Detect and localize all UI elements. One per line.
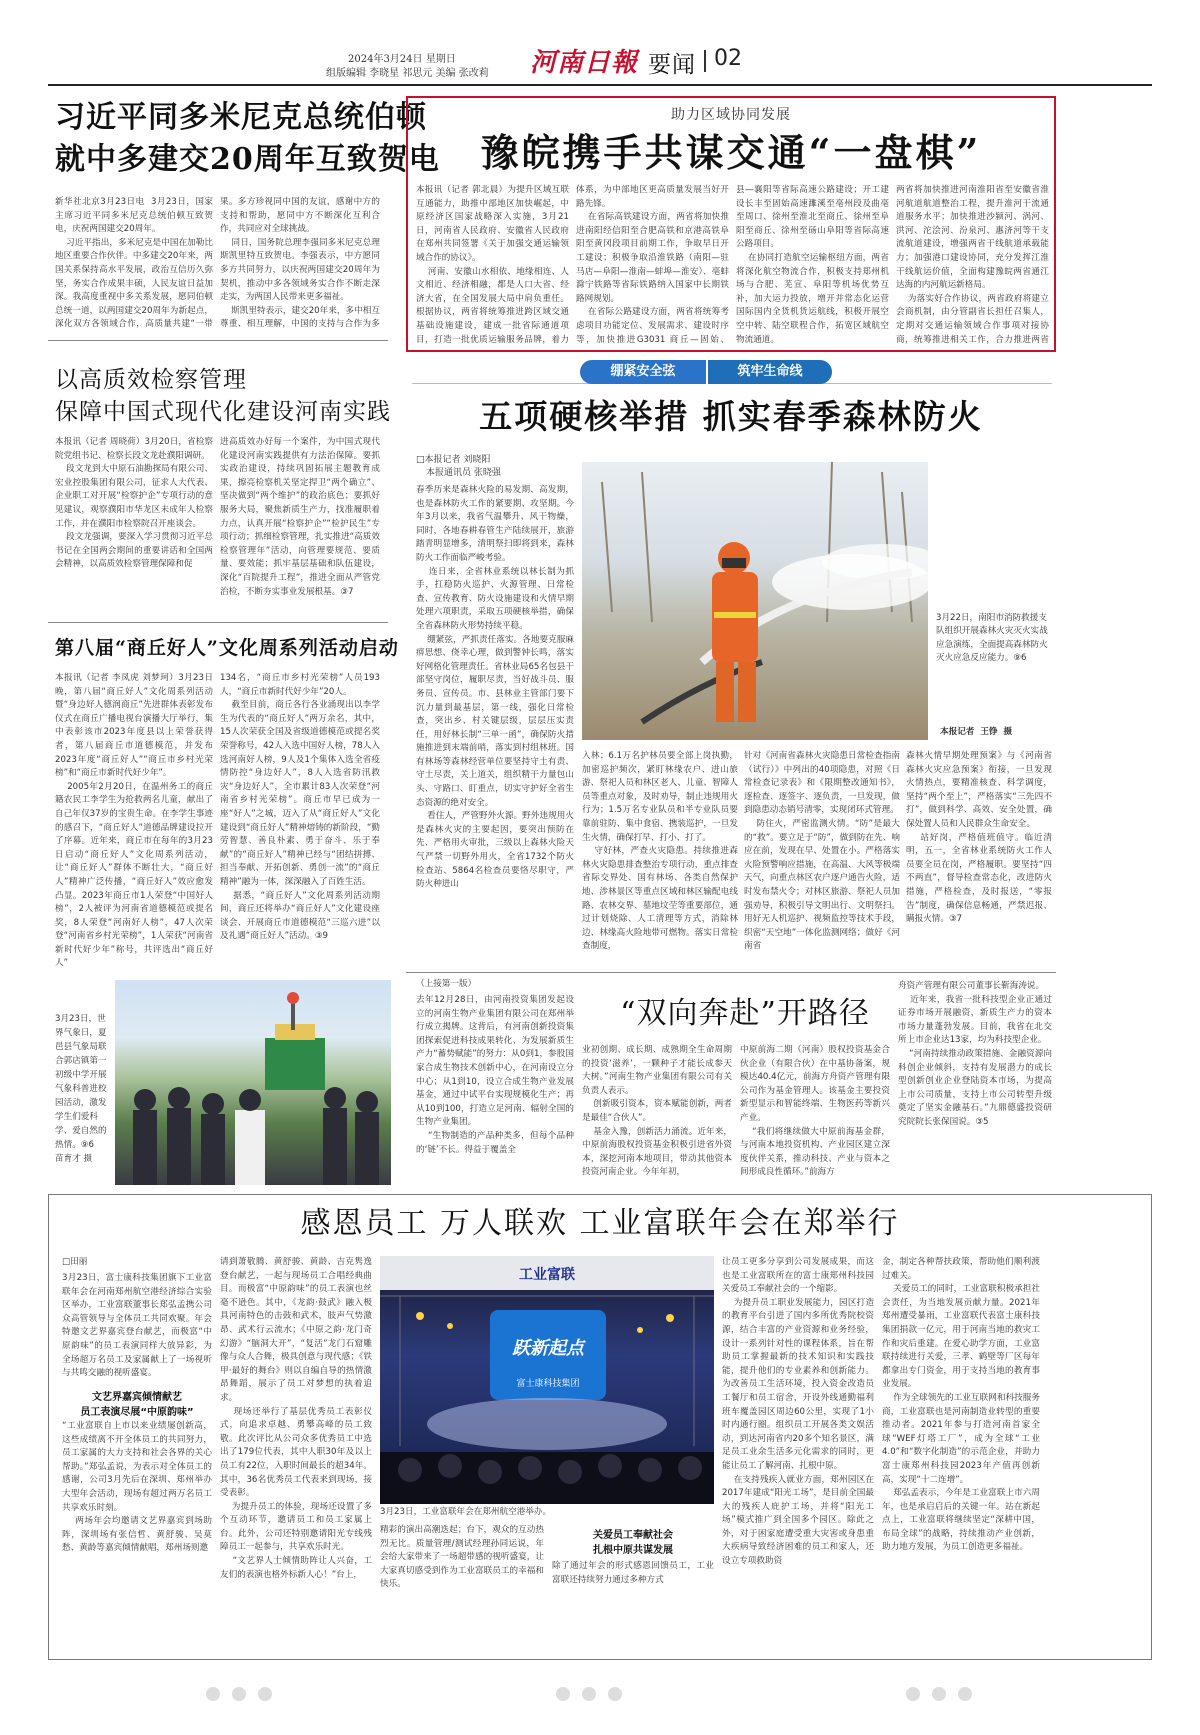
article7-col4: 让员工更多分享到公司发展成果，而这也是工业富联所在的富士康郑州科技园关爱员工奉献社会的一个缩影。 为提升员工职业发展能力，园区打造的教育平台引进了国内多所优秀院校资源，结合丰富的产业资源和业务经验，设计一系列针对性的课程体系，旨在帮助员工掌握最新的技术知识和实践技能，提升他们的专业素养和创新能力。为改善员工生活环境，投入资金改造员工餐厅和员工宿舍，开设外线通勤福利班车覆盖园区周边60公里，实现了1小时内通行圈。组织员工开展各类文娱活动，到达河南省内20多个知名景区，满足员工业余生活多元化需求的同时，更能让员工了解河南、扎根中原。 在支持残疾人就业方面，郑州园区在2017年建成“阳光工场”，是目前全国最大的残疾人庇护工场，并将“阳光工场”模式推广到全国多个园区。除此之外，对于困家庭遭受重大灾害或身患重大疾病导致经济困难的员工和家人，还设立专项救助资: [722, 1257, 874, 1567]
pager-dot[interactable]: [932, 1687, 946, 1701]
article6-continued: （上接第一版）: [416, 979, 477, 989]
article2-col1: 本报讯（记者 郭北晨）为提升区域互联互通能力，助推中部地区加快崛起，中原经济区国家战略深入实施，3月21日，河南省人民政府、安徽省人民政府在郑州共同签署《关于加强交通运输领域合作的协议》。 河南、安徽山水相依、地缘相连、人文相近、经济相融，都是人口大省、经济大省，在全国发展大局中肩负重任。根据协议，两省将统筹推进跨区域交通基础设施建设，建成一批省际通道项目，打造一批优质运输服务品牌，着力: [416, 185, 569, 345]
article1-headline-line1: 习近平同多米尼克总统伯顿: [55, 100, 427, 135]
page-pager-center[interactable]: [550, 1686, 628, 1705]
article3-headline-line2: 保障中国式现代化建设河南实践: [55, 399, 391, 425]
page-header: [48, 36, 1152, 84]
pager-dot[interactable]: [258, 1687, 272, 1701]
page-pager-left[interactable]: [200, 1686, 278, 1705]
article2-col2: 体系，为中部地区更高质量发展当好开路先锋。 在省际高铁建设方面，两省将加快推进南阳经信阳至合肥高铁和京港高铁阜阳至黄冈段项目前期工作，争取早日开工建设；积极争取沿淮铁路（南阳—驻马店—阜阳—淮南—蚌埠—淮安）、亳蚌滁宁铁路等省际铁路纳入国家中长期铁路网规划。 在省际公路建设方面，两省将统筹考虑项目功能定位、发展需求、建设时序等，加快推进G3031 商丘—固始、: [576, 185, 729, 345]
editor-credits: 组版编辑 李晓星 祁思元 美编 张改莉: [326, 68, 489, 79]
article1-headline-line2: 就中多建交20周年互致贺电: [55, 142, 440, 177]
article3-bottom-rule: [48, 622, 388, 623]
pager-dot[interactable]: [582, 1687, 596, 1701]
article7-subhead1-line1: 文艺界嘉宾倾情献艺: [92, 1392, 182, 1403]
article6-headline: “双向奔赴”开路径: [620, 996, 870, 1031]
article7-col3a: 精彩的演出高潮迭起；台下，观众的互动热烈无比。质量管理/测试经理孙同运说，年会给大家带来了一场超带感的视听盛宴，让大家真切感受到作为工业富联员工的幸福和快乐。: [380, 1525, 544, 1590]
article5-col1: 春季历来是森林火险的易发期、高发期，也是森林防火工作的紧要期、攻坚期。今年3月以来，我省气温攀升、风干物燥，同时，各地春耕春管生产陆续展开，旅游踏青明显增多，清明祭扫即将到来，森林防火工作面临严峻考验。 连日来，全省林业系统以林长制为抓手，扛稳防火巡护、火源管理、日常检查、宣传教育、防火设施建设和火情早期处理六项职责，采取五项硬核举措，确保全省森林防火形势持续平稳。 绷紧弦，严抓责任落实。各地要克服麻痹思想、侥幸心理，做到警钟长鸣，落实好网格化管理责任。省林业局65名包县干部坚守岗位，履职尽责，当好战斗员、服务员、宣传员。市、县林业主管部门要下沉力量到最基层，第一线，强化日常检查，突出乡、村关键层级，层层压实责任，用好林长制“三单一函”，确保防火措施推进到末端前哨，落实到村组林班。国有林场等森林经营单位要坚持守土有责、守土尽责，关上道关，组织精干力量包山头、守路口、盯重点，切实守护好全省生态资源的绝对安全。 看住人，严管野外火源。野外违规用火是森林火灾的主要起因，要突出预防在先、严格用火审批，三级以上森林火险天气严禁一切野外用火，全省1732个防火检查站、5864名检查员要恪尽职守，严防火种进山: [416, 485, 574, 890]
pager-dot[interactable]: [556, 1687, 570, 1701]
article3-headline-line1: 以高质效检察管理: [55, 367, 247, 393]
article7-subhead1-line2: 员工表演尽展“中原韵味”: [80, 1407, 194, 1418]
fire-drill-photo: [582, 462, 928, 740]
tag-safety: 绷紧安全弦: [580, 360, 706, 384]
article2-headline: 豫皖携手共谋交通“一盘棋”: [480, 130, 982, 175]
article7-subhead2-line2: 扎根中原共谋发展: [593, 1545, 673, 1556]
article4-col2: 134名，“商丘市乡村光荣榜”人员193人，“商丘市新时代好少年”20人。 截至目前，商丘各行各业涌现出以李学生为代表的“商丘好人”两万余名，其中，15人次荣获全国及省级道德模范或提名奖荣誉称号，42人入选中国好人榜，78人入选河南好人榜，9人及1个集体入选全省疫情防控“身边好人”，8人入选省防汛救灾“身边好人”，全市累计83人次荣登“河南省乡村光荣榜”。商丘市早已成为一座“好人”之城，迈入了从“商丘好人”文化建设到“商丘好人”精神熔铸的新阶段，“勤劳智慧、善良朴素、勇于奋斗、乐于奉献”的“商丘好人”精神已经与“团结拼搏、担当奉献、开拓创新、勇创一流”的“商丘精神”融为一体，深深融入了百姓生活。 据悉，“商丘好人”文化周系列活动期间，商丘还将举办“商丘好人”文化建设座谈会、开展商丘市道德模范“三巡六进”以及礼遇“商丘好人”活动。③9: [220, 673, 380, 942]
newspaper-logo: 河南日報: [530, 48, 639, 78]
article7-headline: 感恩员工 万人联欢 工业富联年会在郑举行: [300, 1206, 900, 1241]
pager-dot[interactable]: [958, 1687, 972, 1701]
article7-col1b: “工业富联自上市以来业绩屡创新高，这些成绩离不开全体员工的共同努力，员工家属的大力支持和社会各界的关心帮助。”郑弘孟说，为表示对全体员工的感谢，公司3月先后在深圳、郑州举办大型年会活动，现场有超过两万名员工共享欢乐时刻。 两场年会均邀请文艺界嘉宾到场助阵，深圳场有张信哲、黄舒骏、吴莫愁、黄龄等嘉宾倾情献唱，郑州场则邀: [62, 1421, 212, 1554]
article6-col2: 业初创期、成长期、成熟期全生命周期的投资‘滋养’，一颗种子才能长成参天大树。”河南生物产业集团有限公司有关负责人表示。 创新吸引资本，资本赋能创新，两者是最佳“合伙人”。 基金入豫，创新活力涌流。近年来，中原前海股权投资基金积极引进省外资本，深挖河南本地项目，带动其他资本投资河南企业。今年年初，: [582, 1045, 732, 1178]
gala-company-text: 富士康科技集团: [516, 1379, 580, 1389]
article2-kicker: 助力区域协同发展: [671, 107, 791, 123]
article4-col1: 本报讯（记者 李凤虎 刘梦珂）3月23日晚，第八届“商丘好人”文化周系列活动暨“身边好人德润商丘”先进群体表彰发布仪式在商丘广播电视台演播大厅举行，集中表彰该市2023年度县以上荣誉获得者，第八届商丘市道德模范，并发布2023年度“商丘好人”“商丘市乡村光荣榜”和“商丘市新时代好少年”。 2005年2月20日，在温州务工的商丘籍农民工李学生为抢救两名儿童，献出了自己年仅37岁的宝贵生命。在李学生事迹的感召下，“商丘好人”道德品牌建设拉开了序幕。近年来，商丘市在每年的3月23日启动“商丘好人”文化周系列活动，让“商丘好人”群体不断壮大，“商丘好人”精神广泛传播，“商丘好人”效应愈发凸显。2023年商丘市1人荣登“中国好人榜”，2人被评为河南省道德模范或提名奖，8人荣登“河南好人榜”，47人次荣登“河南省乡村光荣榜”，1人荣获“河南省新时代好少年”称号，共评选出“商丘好人”: [55, 673, 213, 969]
article7-byline: □田丽: [62, 1257, 88, 1267]
article2-col3: 县—襄阳等省际高速公路建设；开工建设长丰至固始高速濉溪至亳州段及曲亳至周口、徐州至淮北至商丘、徐州至阜阳至商丘、徐州至砀山阜阳等省际高速公路项目。 在协同打造航空运输枢纽方面，两省将深化航空物流合作，积极支持郑州机场与合肥、芜宣、阜阳等机场优势互补，加大运力投放，增开并常态化运营国际国内全货机货运航线，积极开展空空中转、陆空联程合作，拓宽区域航空物流通道。: [736, 185, 889, 345]
section-name: 要闻: [648, 52, 696, 78]
article5-headline: 五项硬核举措 抓实春季森林防火: [479, 397, 983, 436]
gala-brand-text: 工业富联: [519, 1267, 575, 1283]
article3-col2: 进高质效办好每一个案件，为中国式现代化建设河南实践提供有力法治保障。要抓实政治建设，持续巩固拓展主题教育成果，擦亮检察机关坚定捍卫“两个确立”、坚决做到“两个维护”的政治底色；要抓好服务大局，聚焦新质生产力，找准履职着力点，认真开展“检察护企”“检护民生”专项行动；抓细检察管理，扎实推进“高质效检察管理年”活动，向管理要规范、要质量、要效能；抓牢基层基础和队伍建设，深化“百院提升工程”，推进全面从严管党治检，不断夯实事业发展根基。③7: [220, 437, 380, 597]
fire-drill-photo-caption: 3月22日，南阳市消防救援支队组织开展森林火灾灭火实战应急演练，全面提高森林防火灭火应急反应能力。⑨6: [936, 613, 1048, 664]
article5-col4: 森林火情早期处理预案》与《河南省森林火灾应急预案》衔接，一旦发现火情热点，要精准核查、科学调度，坚持“两个至上”，严格落实“三先四不打”，做到科学、高效、安全处置，确保处置人员和人民群众生命安全。 站好岗，严格值班值守。临近清明，五一，全省林业系统防火工作人员要全员在岗，严格履职。要坚持“四不两直”，督导检查常态化，改进防火措施，严格检查，及时报送，“零报告”制度，确保信息畅通，严禁迟报、瞒报火情。③7: [906, 751, 1052, 925]
article1-col1: 新华社北京3月23日电 3月23日，国家主席习近平同多米尼克总统伯顿互致贺电，庆祝两国建交20周年。 习近平指出，多米尼克是中国在加勒比地区重要合作伙伴。中多建交20年来，两国关系保持高水平发展，政治互信历久弥坚，务实合作成果丰硕，人民友谊日益加深。我高度重视中多关系发展，愿同伯顿总统一道，以两国建交20周年为新起点，深化双方各领域合作，高质量共建“一带: [55, 197, 213, 330]
article3-col1: 本报讯（记者 周晓荷）3月20日，省检察院党组书记、检察长段文龙赴濮阳调研。 段文龙到大中原石油勘探局有限公司、宏业控股集团有限公司，征求人大代表、企业职工对开展“检察护企”专项行动的意见建议，观察濮阳市华龙区未成年人检察工作，并在濮阳市检察院召开座谈会。 段文龙强调，要深入学习贯彻习近平总书记在全国两会期间的重要讲话和全国两会精神，以高质效检察管理保障和促: [55, 437, 213, 570]
article7-subhead2-line1: 关爱员工奉献社会: [593, 1530, 673, 1541]
pager-dot[interactable]: [906, 1687, 920, 1701]
tag-life: 筑牢生命线: [706, 360, 832, 384]
annual-gala-photo-caption: 3月23日，工业富联年会在郑州航空港举办。: [380, 1507, 552, 1517]
article7-col3b: 除了通过年会的形式感恩回馈员工，工业富联还持续努力通过多种方式: [552, 1561, 714, 1585]
masthead-rule: [48, 84, 1152, 86]
fire-drill-photo-art: [582, 462, 928, 740]
gala-main-text: 跃新起点: [512, 1338, 584, 1359]
article5-bottom-rule: [406, 972, 1056, 973]
weather-day-photo-art: [115, 980, 391, 1185]
article6-col3: 中原前海二期（河南）股权投资基金合伙企业（有限合伙）在中基协备案，规模达40.4亿元，前海方舟资产管理有限公司作为基金管理人。该基金主要投资新型显示和智能终端、生物医药等新兴产业。 “我们将继续做大中原前海基金群，与河南本地投资机构、产业园区建立深度伙伴关系，推动科技、产业与资本之间形成良性循环。”前海方: [740, 1045, 890, 1178]
annual-gala-photo: [380, 1256, 714, 1504]
pager-dot[interactable]: [206, 1687, 220, 1701]
article5-byline1: □本报记者 刘晓阳: [416, 455, 491, 465]
article5-byline2: 本报通讯员 张晓强: [426, 468, 501, 478]
weather-day-photo: [115, 980, 391, 1185]
article6-col1: 去年12月28日，由河南投资集团发起设立的河南生物产业集团有限公司在郑州举行成立揭牌。这背后，有河南创新投资集团探索促进科技成果转化、为发展新质生产力“蓄势赋能”的努力：从0到1，参股国家合成生物技术创新中心，在河南设立分中心；从1到10，设立合成生物产业发展基金，通过中试平台实现规模化生产；再从10到100，打造立足河南、辐射全国的生物产业集团。 “生物制造的产品种类多，但每个品种的‘链’不长。得益于覆盖全: [416, 995, 574, 1155]
page-pager-right[interactable]: [900, 1686, 978, 1705]
pager-dot[interactable]: [608, 1687, 622, 1701]
article1-bottom-rule: [48, 340, 388, 341]
article6-col4: 舟资产管理有限公司董事长靳海涛说。 近年来，我省一批科技型企业正通过证券市场开展融资，新质生产力的资本市场力量蓬勃发展。目前，我省在北交所上市企业达13家，均为科技型企业。 “河南持续推动政策措施、金融资源向科创企业倾斜，支持有发展潜力的成长型创新创业企业登陆资本市场，为提高上市公司质量，支持上市公司转型升级奠定了坚实金融基石。”九鼎德盛投资研究院院长张保国说。③5: [898, 981, 1052, 1127]
issue-date: 2024年3月24日 星期日: [348, 54, 456, 65]
fire-drill-photo-credit: 本报记者 王铮 摄: [940, 727, 1013, 737]
section-divider: [704, 50, 706, 72]
weather-day-photo-caption: 3月23日，世界气象日，夏邑县气象局联合郭店镇第一初级中学开展气象科普进校园活动，激发学生们爱科学、爱自然的热情。⑨6 苗育才 摄: [55, 1014, 107, 1164]
article7-col1: 3月23日，富士康科技集团旗下工业富联年会在河南郑州航空港经济综合实验区举办，工业富联董事长郑弘孟携公司众高管领导与全体员工共同欢聚。年会特邀文艺界嘉宾登台献艺，而极富“中原韵味”的员工表演同样大放异彩，为全场超万名员工及家属献上了一场视听与共鸣交融的视听盛宴。: [62, 1273, 212, 1379]
article5-col3: 针对《河南省森林火灾隐患日常检查指南（试行）》中列出的40项隐患，对照《日常检查记录表》和《限期整改通知书》，逐检查、逐签字、逐负责，一旦发现，做到隐患动态销号清零，实现闭环式管理。 防住火，严密监测火情。“防”是最大的“救”。要立足于“防”，做到防在先、响应在前，发现在早、处置在小。严格落实火险预警响应措施，在高温、大风等极端天气，向重点林区农户逐户通告火险，适时发布禁火令；对林区旅游、祭祀人员加强劝导，积极引导文明出行、文明祭扫。用好无人机巡护、视频监控等技术手段，织密“天空地”一体化监测网络；做好《河南省: [744, 751, 900, 952]
article4-headline: 第八届“商丘好人”文化周系列活动启动: [55, 637, 399, 659]
article2-col4: 两省将加快推进河南淮阳省至安徽省淮河航道航道整治工程，提升淮河干流通道服务水平；加快推进沙颍河、涡河、洪河、沱浍河、汾泉河、惠济河等干支流航道建设，增强两省干线航道承载能力；加强港口建设协同，充分发挥江淮干线航运价值，全面构建豫皖两省通江达海的内河航运新格局。 为落实好合作协议，两省政府将建立会商机制，由分管副省长担任召集人，定期对交通运输领域合作事项对接协商，统筹推进相关工作，合力推进两省: [896, 185, 1049, 345]
article7-col5: 金，制定各种帮扶政策，帮助他们顺利渡过难关。 关爱员工的同时，工业富联积极承担社会责任，为当地发展贡献力量。2021年郑州遭受暴雨，工业富联代表富士康科技集团捐款一亿元，用于河南当地的救灾工作和灾后重建。在爱心助学方面，工业富联持续进行关爱，三孝、鹤壁等厂区每年都拿出专门资金，用于支持当地的教育事业发展。 作为全球领先的工业互联网和科技服务商，工业富联也是河南制造业转型的重要推动者。2021年参与打造河南首家全球“WEF灯塔工厂”，成为全球“工业4.0”和“数字化制造”的示范企业，并助力富士康郑州科技园2023年产值再创新高，实现“十二连增”。 郑弘孟表示，今年是工业富联上市六周年，也是承启启后的关键一年。站在新起点上，工业富联将继续坚定“深耕中国，布局全球”的战略，持续推动产业创新，助力地方发展，为员工创造更多福祉。: [882, 1257, 1040, 1553]
page-number: 02: [714, 46, 742, 71]
article1-col2: 果。多方珍视同中国的友谊，感谢中方的支持和帮助，愿同中方不断深化互利合作，共同应对全球挑战。 同日，国务院总理李强同多米尼克总理斯凯里特互致贺电。李强表示，中方愿同多方共同努力，以庆祝两国建交20周年为契机，推动中多各领域务实合作不断走深走实，为两国人民带来更多福祉。 斯凯里特表示，建交20年来，多中相互尊重、相互理解，中国的支持与合作为多: [220, 197, 380, 330]
pager-dot[interactable]: [232, 1687, 246, 1701]
article5-col2: 入林；6.1万名护林员要全部上岗执勤，加密巡护频次，紧盯林缘农户、进山旅游、祭祀人员和林区老人、儿童、智障人员等重点对象，及时劝导，制止违规用火行为；1.5万名专业队员和半专业队员要靠前驻防、集中食宿、携装巡护，一旦发生火情，确保打早、打小、打了。 守好林，严查火灾隐患。持续推进森林火灾隐患排查整治专项行动，重点排查省际交界处、国有林场、各类自然保护地、涉林景区等重点区域和林区输配电线路、农林交界、墓地坟茔等重要部位，通过计划烧除、人工清理等方式，消除林边、林缘高火险地带可燃物。落实日常检查制度，: [582, 751, 738, 952]
article7-col2: 请到萧敬腾、黄舒骏、黄龄、吉克隽逸登台献艺，一起与现场员工合唱经典曲目。而极富“中原韵味”的员工表演也丝毫不逊色。其中，《龙韵·鼓武》融入极具河南特色的击鼓和武术，肢声气势激昂、武术行云流水；《中原之韵·龙门奇幻游》“脑洞大开”，“复活”龙门石窟雕像与众人合舞，极具创意与现代感；《铁甲·最好的舞台》则以自编自导的热情激昂舞蹈，展示了员工对梦想的执着追求。 现场还举行了基层优秀员工表彰仪式，向追求卓越、勇攀高峰的员工致敬。此次评比从公司众多优秀员工中选出了179位代表，其中人职30年及以上员工有22位，入职时间最长的超34年。其中，36名优秀员工代表来到现场，接受表彰。 为提升员工的体验，现场还设置了多个互动环节，邀请员工和员工家属上台。此外，公司还特别邀请阳光专线残障员工一起参与，共享欢乐时光。 “文艺界人士倾情助阵让人兴奋，工友们的表演也格外标新人心！”台上，: [220, 1257, 372, 1580]
